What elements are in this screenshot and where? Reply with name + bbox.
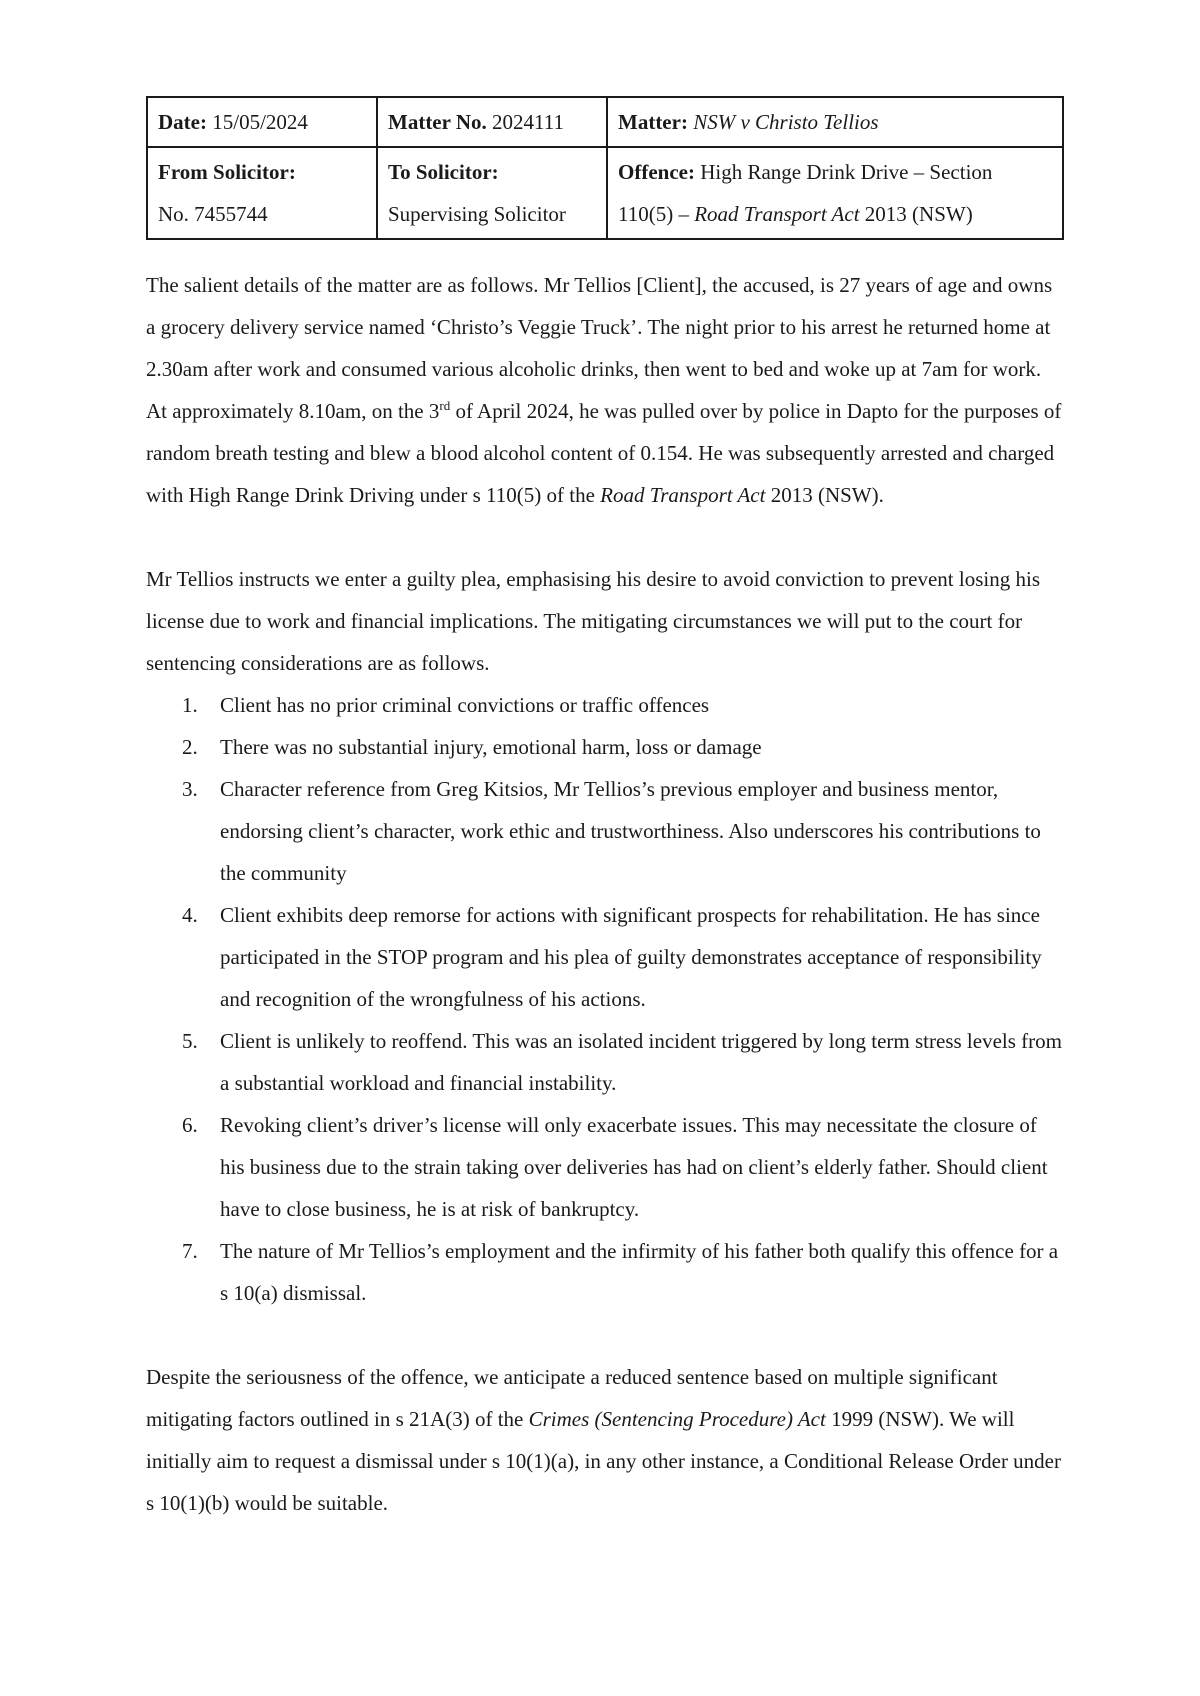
salient-details-paragraph (146, 264, 1064, 516)
from-solicitor-cell (147, 147, 377, 239)
salient-details-part2: of April 2024, he was pulled over by police in Dapto for the purposes of random breath testing and blew a blood alcohol content of 0.154. He was subsequently arrested and charged with High Range Drink Driving under s 110(5) of the (146, 399, 1062, 507)
to-solicitor-label: To Solicitor: (388, 160, 499, 184)
list-item-text: There was no substantial injury, emotional harm, loss or damage (220, 735, 762, 759)
list-item-number: 2. (182, 735, 198, 759)
header-row-2 (147, 147, 1063, 239)
list-item (146, 726, 1064, 768)
list-item-number: 4. (182, 903, 198, 927)
list-item (146, 1104, 1064, 1230)
conclusion-paragraph (146, 1356, 1064, 1524)
list-item-number: 5. (182, 1029, 198, 1053)
list-item-number: 6. (182, 1113, 198, 1137)
salient-details-part3: 2013 (NSW). (765, 483, 884, 507)
matter-value: NSW v Christo Tellios (693, 110, 879, 134)
offence-act: Road Transport Act (694, 202, 860, 226)
from-solicitor-value: No. 7455744 (158, 202, 268, 226)
list-item-number: 3. (182, 777, 198, 801)
date-label: Date: (158, 110, 207, 134)
list-item-text: Client is unlikely to reoffend. This was an isolated incident triggered by long term stress levels from a substantial workload and financial instability. (220, 1029, 1062, 1095)
list-item-number: 1. (182, 693, 198, 717)
salient-details-part1: The salient details of the matter are as follows. Mr Tellios [Client], the accused, is 27 years of age and owns a grocery delivery service named ‘Christo’s Veggie Truck’. The night prior to his arrest he returned home at 2.30am after work and consumed various alcoholic drinks, then went to bed and woke up at 7am for work. At approximately 8.10am, on the 3 (146, 273, 1053, 423)
matter-no-value: 2024111 (492, 110, 564, 134)
list-item (146, 1230, 1064, 1314)
matter-label: Matter: (618, 110, 688, 134)
mitigating-circumstances-list (146, 684, 1064, 1314)
date-cell (147, 97, 377, 147)
list-item-text: Character reference from Greg Kitsios, Mr Tellios’s previous employer and business mentor, endorsing client’s character, work ethic and trustworthiness. Also underscores his contributions to the community (220, 777, 1041, 885)
matter-cell (607, 97, 1063, 147)
list-item-text: Client exhibits deep remorse for actions with significant prospects for rehabilitation. He has since participated in the STOP program and his plea of guilty demonstrates acceptance of responsibility and recognition of the wrongfulness of his actions. (220, 903, 1042, 1011)
offence-text-1: High Range Drink Drive – Section 110(5) – (618, 160, 993, 226)
conclusion-part2: 1999 (NSW). We will initially aim to request a dismissal under s 10(1)(a), in any other instance, a Conditional Release Order under s 10(1)(b) would be suitable. (146, 1407, 1061, 1515)
instructions-paragraph: Mr Tellios instructs we enter a guilty plea, emphasising his desire to avoid conviction to prevent losing his license due to work and financial implications. The mitigating circumstances we will put to the court for sentencing considerations are as follows. (146, 567, 1040, 675)
salient-details-act: Road Transport Act (600, 483, 766, 507)
conclusion-act: Crimes (Sentencing Procedure) Act (528, 1407, 826, 1431)
list-item-text: Revoking client’s driver’s license will only exacerbate issues. This may necessitate the closure of his business due to the strain taking over deliveries has had on client’s elderly father. Should client have to close business, he is at risk of bankruptcy. (220, 1113, 1048, 1221)
conclusion-part1: Despite the seriousness of the offence, we anticipate a reduced sentence based on multiple significant mitigating factors outlined in s 21A(3) of the (146, 1365, 998, 1431)
header-row-1 (147, 97, 1063, 147)
list-item-number: 7. (182, 1239, 198, 1263)
offence-text-2: 2013 (NSW) (859, 202, 973, 226)
list-item-text: The nature of Mr Tellios’s employment and the infirmity of his father both qualify this offence for a s 10(a) dismissal. (220, 1239, 1059, 1305)
offence-cell (607, 147, 1063, 239)
to-solicitor-cell (377, 147, 607, 239)
list-item (146, 894, 1064, 1020)
date-value: 15/05/2024 (212, 110, 308, 134)
list-item (146, 768, 1064, 894)
document-page (146, 96, 1064, 1524)
ordinal-suffix: rd (439, 398, 451, 413)
matter-no-label: Matter No. (388, 110, 487, 134)
matter-header-table (146, 96, 1064, 240)
list-item (146, 684, 1064, 726)
to-solicitor-value: Supervising Solicitor (388, 202, 566, 226)
from-solicitor-label: From Solicitor: (158, 160, 296, 184)
list-item-text: Client has no prior criminal convictions or traffic offences (220, 693, 710, 717)
offence-label: Offence: (618, 160, 695, 184)
matter-no-cell (377, 97, 607, 147)
list-item (146, 1020, 1064, 1104)
